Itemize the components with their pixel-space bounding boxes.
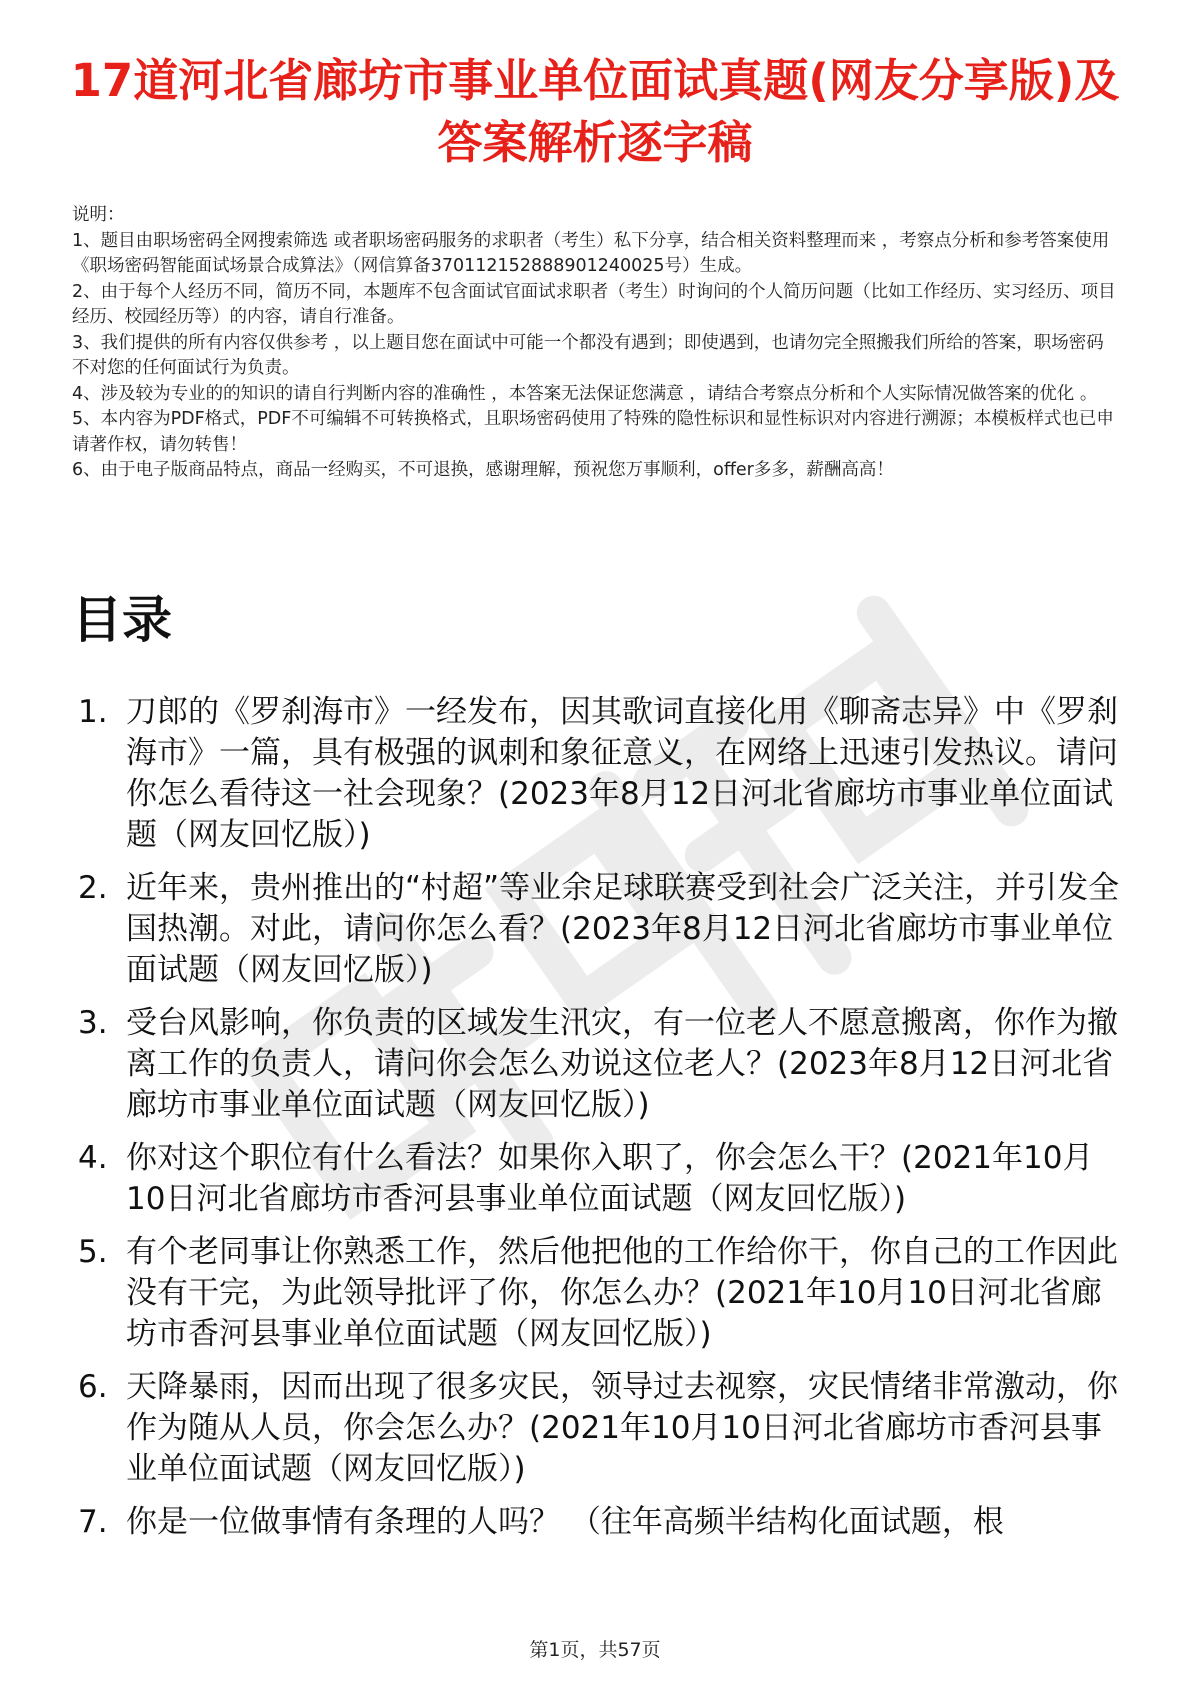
note-item: 1、题目由职场密码全网搜索筛选 或者职场密码服务的求职者（考生）私下分享，结合相关资料整理而来 ，考察点分析和参考答案使用《职场密码智能面试场景合成算法》（网信算备370112152888901240025号）生成。 — [72, 230, 1110, 276]
notes-heading: 说明： — [72, 205, 125, 225]
toc-item-text[interactable]: 近年来，贵州推出的“村超”等业余足球联赛受到社会广泛关注，并引发全国热潮。对此，请问你怎么看？(2023年8月12日河北省廊坊市事业单位面试题（网友回忆版）) — [126, 870, 1120, 988]
toc-item-number: 7. — [78, 1504, 108, 1540]
note-item: 4、涉及较为专业的的知识的请自行判断内容的准确性 ，本答案无法保证您满意 ，请结合考察点分析和个人实际情况做答案的优化 。 — [72, 383, 1098, 404]
toc-item-number: 2. — [78, 870, 108, 906]
page-footer: 第1页，共57页 — [529, 1639, 661, 1661]
toc-item-text[interactable]: 你对这个职位有什么看法？如果你入职了，你会怎么干？(2021年10月10日河北省廊坊市香河县事业单位面试题（网友回忆版）) — [126, 1140, 1094, 1217]
toc-item[interactable] — [78, 1502, 1128, 1543]
toc-item-number: 3. — [78, 1005, 108, 1041]
toc-item-number: 1. — [78, 694, 108, 730]
toc-item[interactable] — [78, 692, 1128, 856]
toc-item[interactable] — [78, 1367, 1128, 1490]
toc-item-text[interactable]: 你是一位做事情有条理的人吗？ （往年高频半结构化面试题，根 — [126, 1504, 1004, 1540]
note-item: 6、由于电子版商品特点，商品一经购买，不可退换，感谢理解，预祝您万事顺利，offer多多，薪酬高高！ — [72, 460, 894, 480]
note-item: 5、本内容为PDF格式，PDF不可编辑不可转换格式，且职场密码使用了特殊的隐性标识和显性标识对内容进行溯源；本模板样式也已申请著作权，请勿转售！ — [72, 409, 1114, 455]
toc-item-text[interactable]: 有个老同事让你熟悉工作，然后他把他的工作给你干，你自己的工作因此没有干完，为此领导批评了你，你怎么办？(2021年10月10日河北省廊坊市香河县事业单位面试题（网友回忆版）) — [126, 1234, 1118, 1352]
toc-item-number: 4. — [78, 1140, 108, 1176]
toc-item[interactable] — [78, 1003, 1128, 1126]
table-of-contents — [78, 692, 1128, 1555]
note-item: 2、由于每个人经历不同，简历不同，本题库不包含面试官面试求职者（考生）时询问的个人简历问题（比如工作经历、实习经历、项目经历、校园经历等）的内容，请自行准备。 — [72, 281, 1116, 327]
toc-item-text[interactable]: 刀郎的《罗刹海市》一经发布，因其歌词直接化用《聊斋志异》中《罗刹海市》一篇，具有极强的讽刺和象征意义，在网络上迅速引发热议。请问你怎么看待这一社会现象？(2023年8月12日河北省廊坊市事业单位面试题（网友回忆版）) — [126, 694, 1118, 853]
toc-item-text[interactable]: 受台风影响，你负责的区域发生汛灾，有一位老人不愿意搬离，你作为撤离工作的负责人，请问你会怎么劝说这位老人？(2023年8月12日河北省廊坊市事业单位面试题（网友回忆版）) — [126, 1005, 1118, 1123]
toc-item[interactable] — [78, 1138, 1128, 1220]
toc-item-number: 5. — [78, 1234, 108, 1270]
toc-item[interactable] — [78, 868, 1128, 991]
toc-item-text[interactable]: 天降暴雨，因而出现了很多灾民，领导过去视察，灾民情绪非常激动，你作为随从人员，你会怎么办？(2021年10月10日河北省廊坊市香河县事业单位面试题（网友回忆版）) — [126, 1369, 1118, 1487]
notes-section — [72, 203, 1117, 484]
note-item: 3、我们提供的所有内容仅供参考 ，以上题目您在面试中可能一个都没有遇到；即使遇到，也请勿完全照搬我们所给的答案，职场密码不对您的任何面试行为负责。 — [72, 332, 1104, 378]
toc-heading: 目录 — [72, 591, 172, 649]
toc-item-number: 6. — [78, 1369, 108, 1405]
toc-item[interactable] — [78, 1232, 1128, 1355]
document-title: 17道河北省廊坊市事业单位面试真题(网友分享版)及答案解析逐字稿 — [70, 54, 1120, 169]
